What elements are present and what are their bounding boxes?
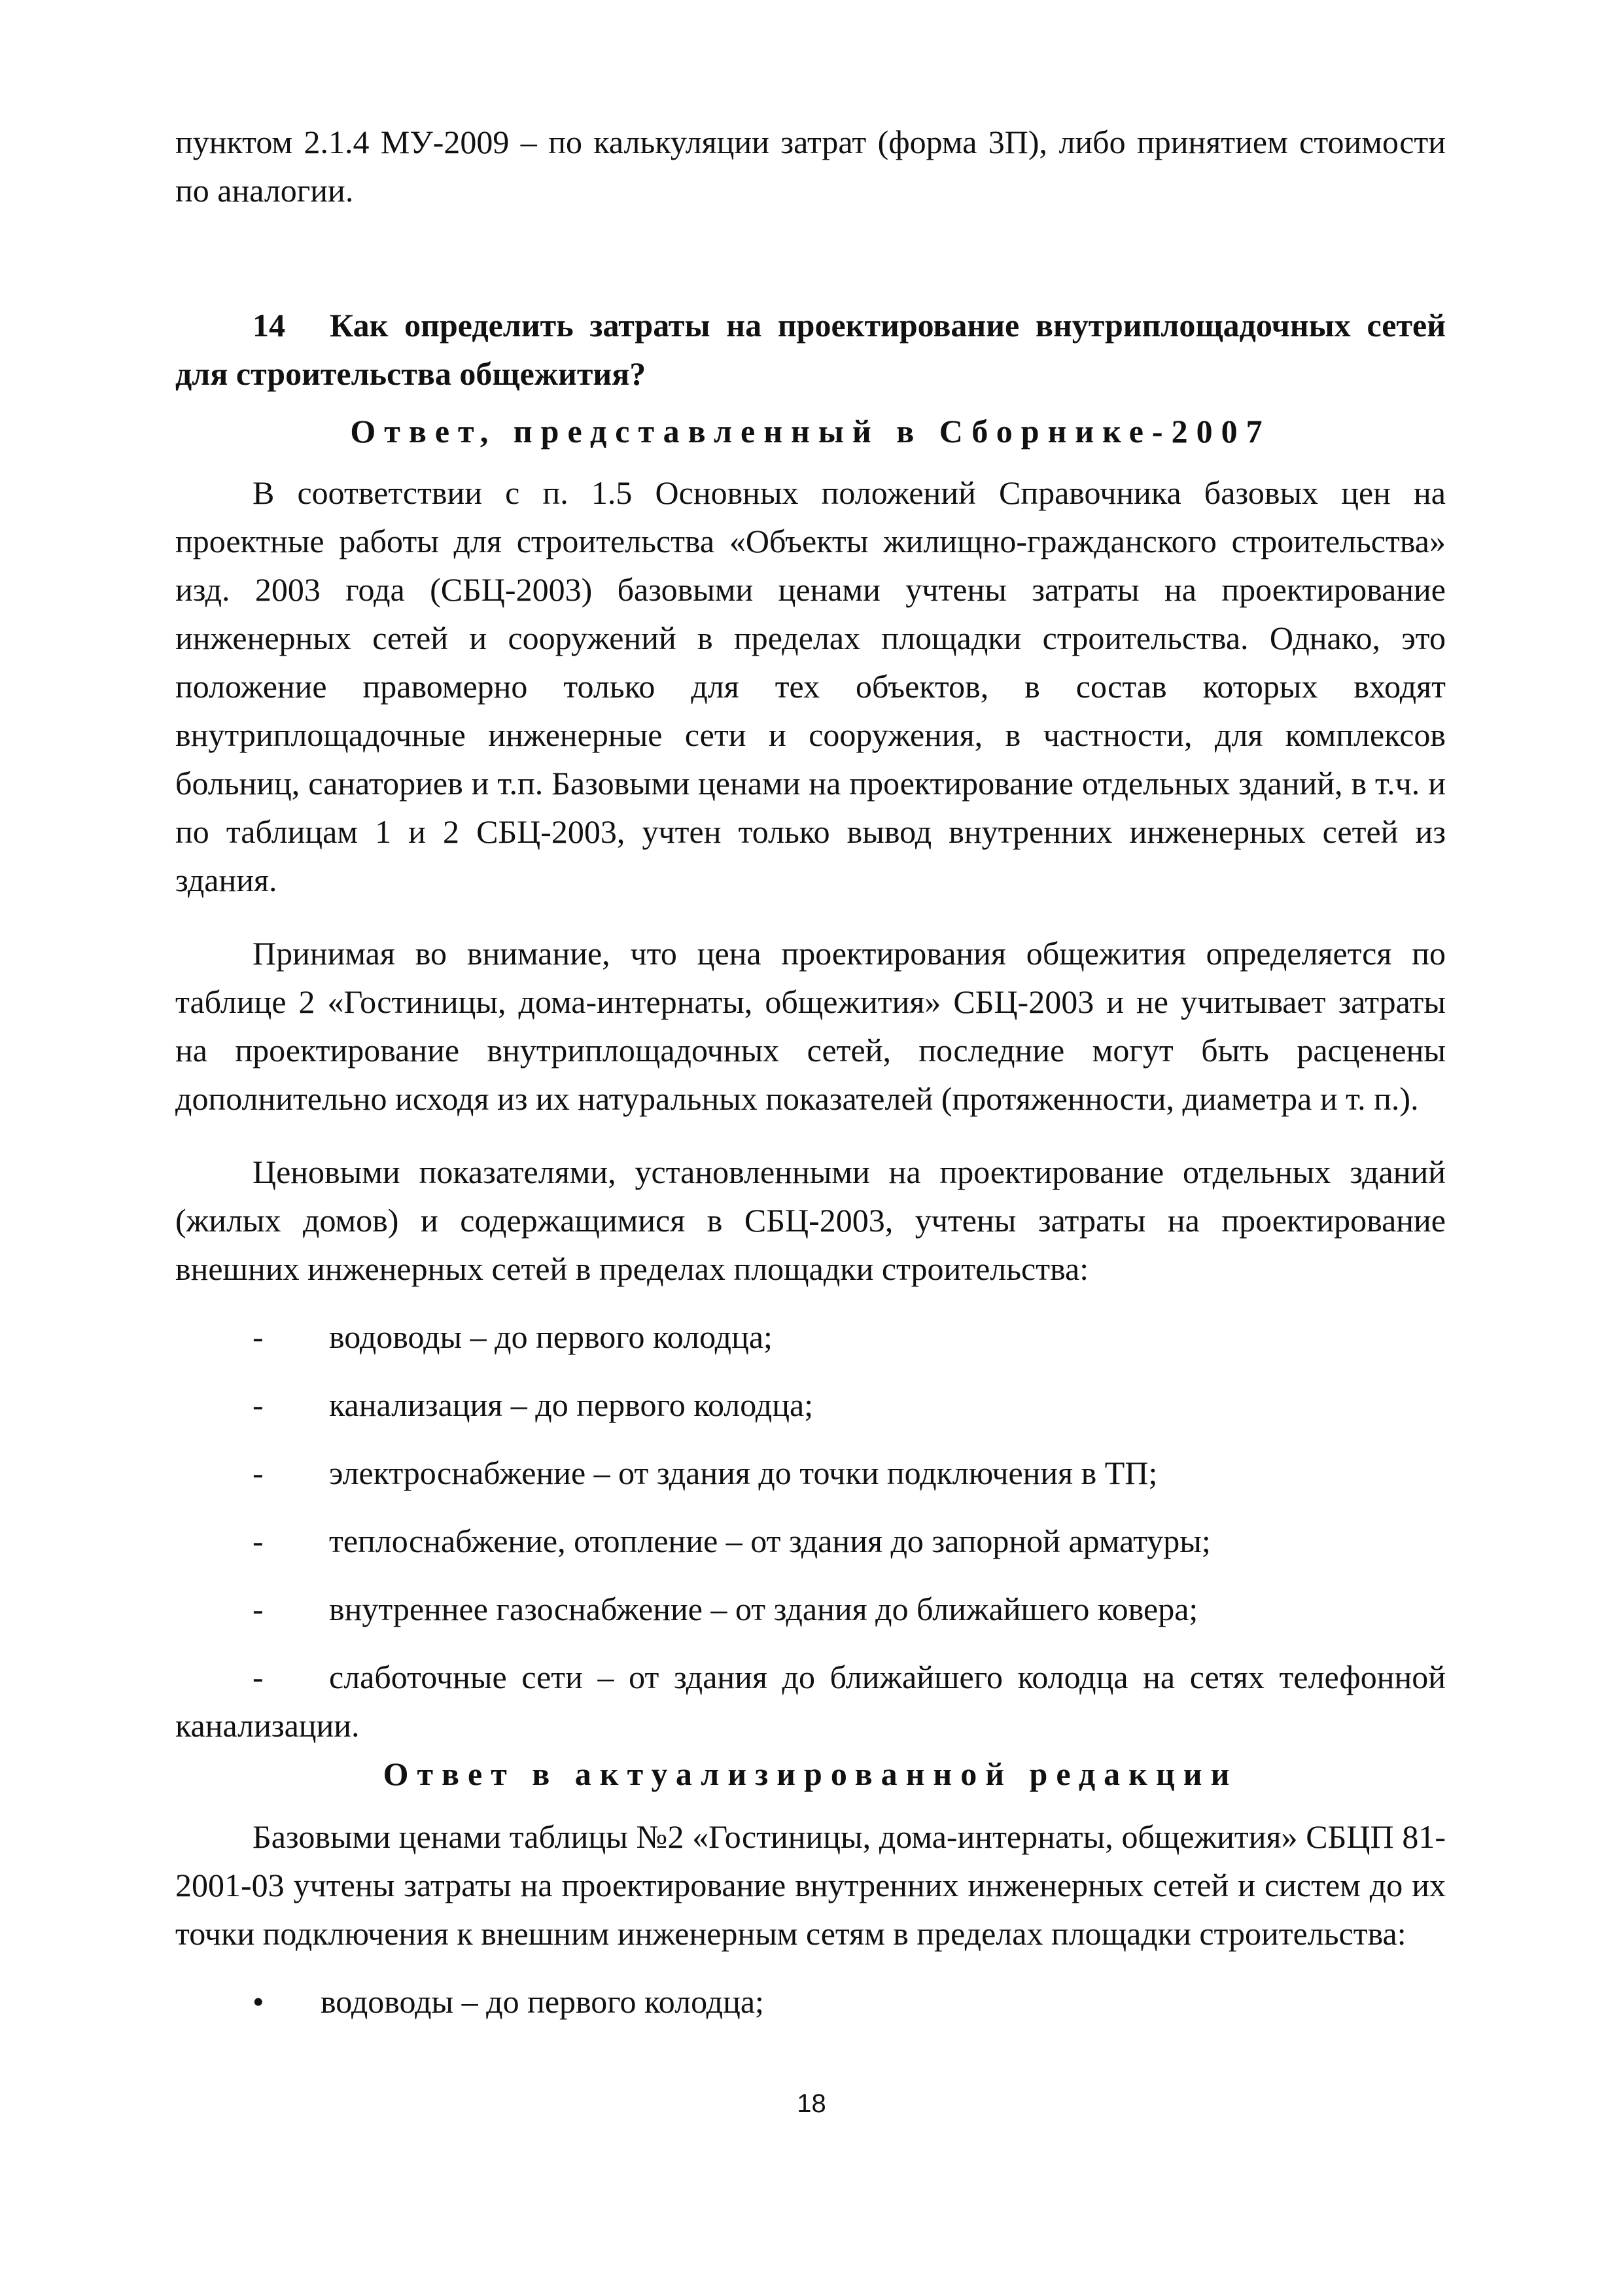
page-number: 18 <box>797 2089 826 2118</box>
answer-2007-list <box>175 1313 1446 1750</box>
answer-2007-heading: Ответ, представленный в Сборнике-2007 <box>350 413 1271 450</box>
answer-2007-paragraph-1: В соответствии с п. 1.5 Основных положений Справочника базовых цен на проектные работы для строительства «Объекты жилищно-гражданского строительства» изд. 2003 года (СБЦ-2003) базовыми ценами учтены затраты на проектирование инженерных сетей и сооружений в пределах площадки строительства. Однако, это положение правомерно только для тех объектов, в состав которых входят внутриплощадочные инженерные сети и сооружения, в частности, для комплексов больниц, санаториев и т.п. Базовыми ценами на проектирование отдельных зданий, в т.ч. и по таблицам 1 и 2 СБЦ-2003, учтен только вывод внутренних инженерных сетей из здания. <box>175 474 1446 898</box>
dash-marker: - <box>253 1455 264 1491</box>
question-text: Как определить затраты на проектирование внутриплощадочных сетей для строительства общежития? <box>175 307 1446 392</box>
dash-marker: - <box>253 1386 264 1423</box>
answer-updated-list <box>175 1977 1446 2026</box>
list-item: - теплоснабжение, отопление – от здания до запорной арматуры; <box>175 1517 1446 1565</box>
list-item: • водоводы – до первого колодца; <box>175 1977 1446 2026</box>
bullet-marker: • <box>253 1983 264 2020</box>
dash-marker: - <box>253 1591 264 1627</box>
question-heading <box>175 301 1446 398</box>
list-item: - внутреннее газоснабжение – от здания до ближайшего ковера; <box>175 1585 1446 1633</box>
dash-marker: - <box>253 1318 264 1355</box>
list-item: - канализация – до первого колодца; <box>175 1381 1446 1429</box>
list-item: - водоводы – до первого колодца; <box>175 1313 1446 1361</box>
document-page <box>175 118 1446 2026</box>
question-number: 14 <box>253 307 285 344</box>
dash-marker: - <box>253 1659 264 1695</box>
answer-2007-paragraph-2: Принимая во внимание, что цена проектирования общежития определяется по таблице 2 «Гостиницы, дома-интернаты, общежития» СБЦ-2003 и не учитывает затраты на проектирование внутриплощадочных сетей, последние могут быть расценены дополнительно исходя из их натуральных показателей (протяженности, диаметра и т. п.). <box>175 935 1446 1117</box>
answer-updated-heading: Ответ в актуализированной редакции <box>383 1756 1238 1792</box>
answer-updated-paragraph: Базовыми ценами таблицы №2 «Гостиницы, дома-интернаты, общежития» СБЦП 81-2001-03 учтены затраты на проектирование внутренних инженерных сетей и систем до их точки подключения к внешним инженерным сетям в пределах площадки строительства: <box>175 1818 1446 1952</box>
dash-marker: - <box>253 1523 264 1559</box>
list-item: - слаботочные сети – от здания до ближайшего колодца на сетях телефонной канализации. <box>175 1653 1446 1750</box>
answer-2007-paragraph-3: Ценовыми показателями, установленными на проектирование отдельных зданий (жилых домов) и содержащимися в СБЦ-2003, учтены затраты на проектирование внешних инженерных сетей в пределах площадки строительства: <box>175 1154 1446 1287</box>
intro-paragraph: пунктом 2.1.4 МУ-2009 – по калькуляции затрат (форма 3П), либо принятием стоимости по аналогии. <box>175 124 1446 209</box>
list-item: - электроснабжение – от здания до точки подключения в ТП; <box>175 1449 1446 1497</box>
